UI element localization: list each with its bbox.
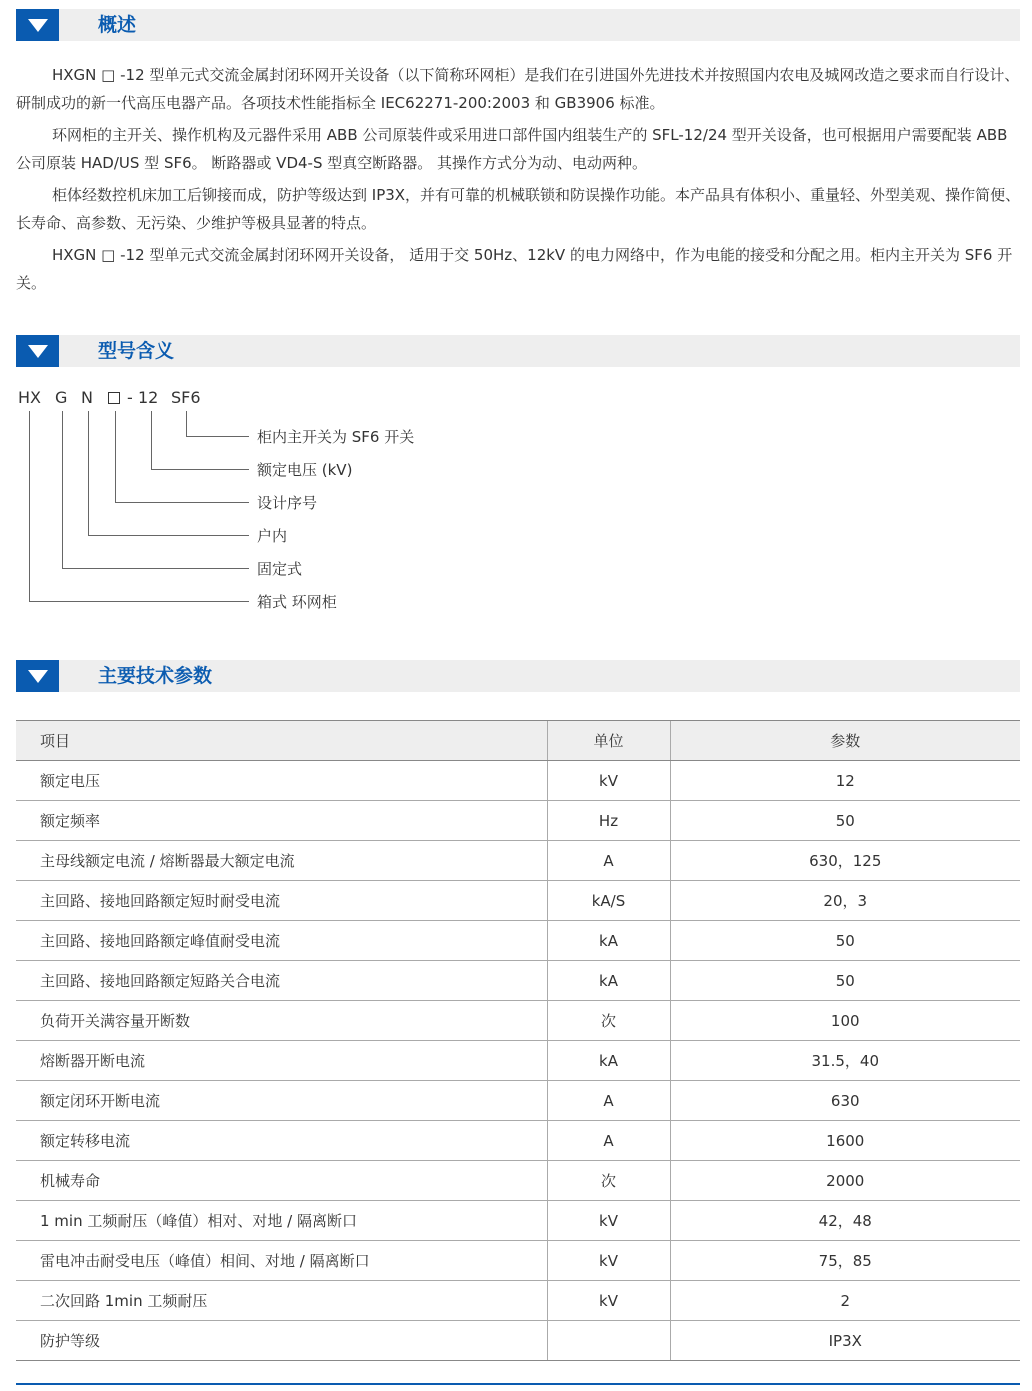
cell-value: 50	[670, 801, 1020, 841]
code-hx: HX	[18, 388, 41, 407]
legend-item: 额定电压 (kV)	[257, 461, 353, 479]
code-12: 12	[138, 388, 159, 407]
legend-item: 箱式 环网柜	[257, 593, 337, 611]
section-header-model	[16, 335, 1020, 367]
cell-value: 31.5，40	[670, 1041, 1020, 1081]
cell-value: 2000	[670, 1161, 1020, 1201]
bottom-divider	[16, 1383, 1020, 1385]
connector-line	[62, 411, 63, 569]
connector-line	[29, 601, 249, 602]
section-header-params	[16, 660, 1020, 692]
cell-unit	[547, 1321, 670, 1361]
cell-item: 额定转移电流	[16, 1121, 547, 1161]
cell-item: 额定电压	[16, 761, 547, 801]
cell-unit: kA/S	[547, 881, 670, 921]
cell-unit: 次	[547, 1161, 670, 1201]
section-title: 概述	[98, 14, 137, 36]
triangle-down-icon	[28, 345, 48, 358]
cell-item: 防护等级	[16, 1321, 547, 1361]
cell-value: 100	[670, 1001, 1020, 1041]
triangle-down-icon	[28, 670, 48, 683]
table-row	[16, 1321, 1020, 1361]
section-title: 型号含义	[98, 340, 175, 362]
cell-value: 2	[670, 1281, 1020, 1321]
table-row	[16, 921, 1020, 961]
cell-unit: kA	[547, 961, 670, 1001]
connector-line	[186, 436, 249, 437]
cell-unit: Hz	[547, 801, 670, 841]
connector-line	[186, 411, 187, 437]
table-row	[16, 1161, 1020, 1201]
overview-paragraph-1: HXGN □ -12 型单元式交流金属封闭环网开关设备（以下简称环网柜）是我们在引进国外先进技术并按照国内农电及城网改造之要求而自行设计、研制成功的新一代高压电器产品。各项技术性能指标全 IEC62271-200:2003 和 GB3906 标准。	[16, 66, 1020, 112]
table-row	[16, 1281, 1020, 1321]
cell-unit: kV	[547, 1281, 670, 1321]
cell-unit: A	[547, 1081, 670, 1121]
cell-item: 机械寿命	[16, 1161, 547, 1201]
table-row	[16, 1041, 1020, 1081]
legend-item: 设计序号	[257, 494, 318, 512]
triangle-down-icon	[28, 19, 48, 32]
table-row	[16, 1001, 1020, 1041]
cell-item: 雷电冲击耐受电压（峰值）相间、对地 / 隔离断口	[16, 1241, 547, 1281]
section-header-overview	[16, 9, 1020, 41]
cell-item: 熔断器开断电流	[16, 1041, 547, 1081]
cell-value: 75，85	[670, 1241, 1020, 1281]
cell-item: 1 min 工频耐压（峰值）相对、对地 / 隔离断口	[16, 1201, 547, 1241]
cell-value: 630	[670, 1081, 1020, 1121]
cell-unit: A	[547, 841, 670, 881]
cell-item: 额定闭环开断电流	[16, 1081, 547, 1121]
code-dash: -	[127, 388, 133, 407]
header-unit: 单位	[547, 721, 670, 761]
cell-item: 主回路、接地回路额定短路关合电流	[16, 961, 547, 1001]
cell-value: 1600	[670, 1121, 1020, 1161]
table-row	[16, 881, 1020, 921]
table-row	[16, 1241, 1020, 1281]
header-value: 参数	[670, 721, 1020, 761]
cell-unit: kV	[547, 761, 670, 801]
section-marker	[16, 660, 59, 692]
code-sf6: SF6	[171, 388, 201, 407]
table-row	[16, 801, 1020, 841]
cell-item: 主回路、接地回路额定峰值耐受电流	[16, 921, 547, 961]
cell-unit: A	[547, 1121, 670, 1161]
table-row	[16, 1121, 1020, 1161]
legend-item: 户内	[257, 527, 288, 545]
cell-item: 主回路、接地回路额定短时耐受电流	[16, 881, 547, 921]
cell-unit: kV	[547, 1241, 670, 1281]
table-row	[16, 841, 1020, 881]
connector-line	[88, 535, 249, 536]
cell-unit: kV	[547, 1201, 670, 1241]
connector-line	[115, 411, 116, 503]
cell-item: 主母线额定电流 / 熔断器最大额定电流	[16, 841, 547, 881]
section-marker	[16, 335, 59, 367]
connector-line	[151, 411, 152, 470]
code-placeholder-box	[108, 392, 120, 404]
connector-line	[29, 411, 30, 602]
cell-value: IP3X	[670, 1321, 1020, 1361]
table-header-row	[16, 721, 1020, 761]
header-item: 项目	[16, 721, 547, 761]
cell-value: 50	[670, 921, 1020, 961]
cell-value: 42，48	[670, 1201, 1020, 1241]
connector-line	[151, 469, 249, 470]
params-table	[16, 720, 1020, 1361]
overview-paragraph-3: 柜体经数控机床加工后铆接而成，防护等级达到 IP3X，并有可靠的机械联锁和防误操作功能。本产品具有体积小、重量轻、外型美观、操作简便、长寿命、高参数、无污染、少维护等极具显著的特点。	[16, 186, 1021, 232]
connector-line	[115, 502, 249, 503]
cell-unit: kA	[547, 921, 670, 961]
section-title: 主要技术参数	[98, 665, 213, 687]
table-row	[16, 1201, 1020, 1241]
legend-item: 柜内主开关为 SF6 开关	[257, 428, 415, 446]
connector-line	[62, 568, 249, 569]
cell-item: 额定频率	[16, 801, 547, 841]
cell-item: 二次回路 1min 工频耐压	[16, 1281, 547, 1321]
table-row	[16, 1081, 1020, 1121]
table-row	[16, 761, 1020, 801]
code-n: N	[81, 388, 93, 407]
overview-paragraph-4: HXGN □ -12 型单元式交流金属封闭环网开关设备， 适用于交 50Hz、12kV 的电力网络中，作为电能的接受和分配之用。柜内主开关为 SF6 开关。	[16, 246, 1013, 292]
legend-item: 固定式	[257, 560, 303, 578]
cell-unit: kA	[547, 1041, 670, 1081]
cell-item: 负荷开关满容量开断数	[16, 1001, 547, 1041]
cell-value: 12	[670, 761, 1020, 801]
cell-value: 20，3	[670, 881, 1020, 921]
overview-paragraph-2: 环网柜的主开关、操作机构及元器件采用 ABB 公司原装件或采用进口部件国内组装生产的 SFL-12/24 型开关设备，也可根据用户需要配装 ABB 公司原装 HAD/US 型 SF6。 断路器或 VD4-S 型真空断路器。 其操作方式分为动、电动两种。	[16, 126, 1008, 172]
table-row	[16, 961, 1020, 1001]
cell-unit: 次	[547, 1001, 670, 1041]
cell-value: 630，125	[670, 841, 1020, 881]
code-g: G	[55, 388, 68, 407]
cell-value: 50	[670, 961, 1020, 1001]
connector-line	[88, 411, 89, 536]
section-marker	[16, 9, 59, 41]
